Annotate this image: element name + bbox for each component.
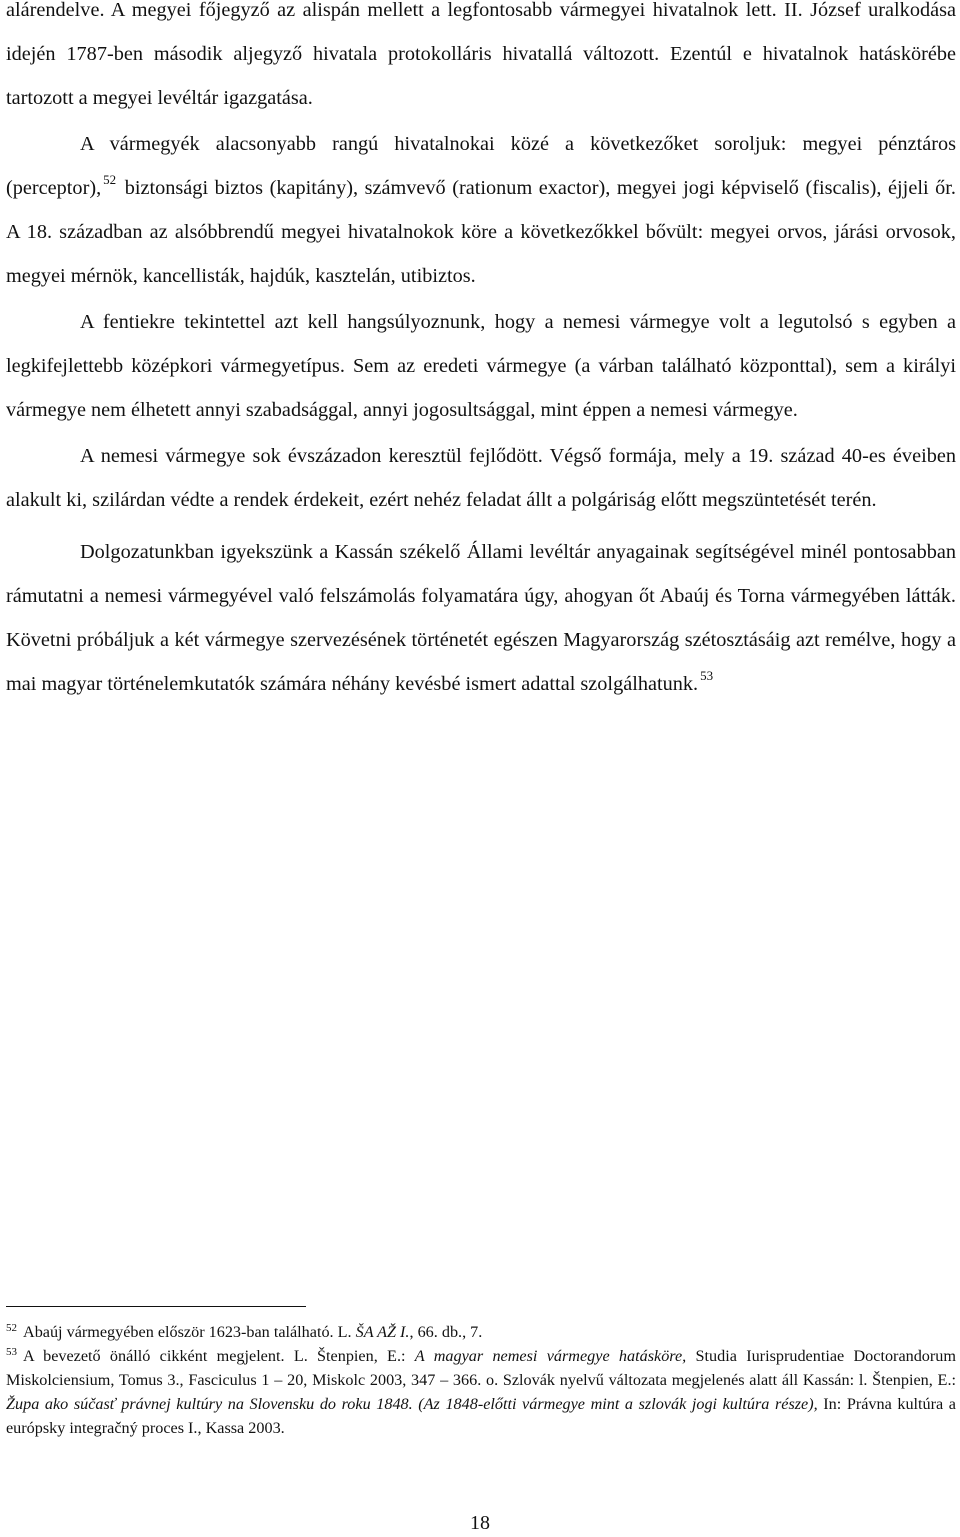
paragraph-continued: alárendelve. A megyei főjegyző az alispán mellett a legfontosabb vármegyei hivatalnok lett. II. József uralkodása idején 1787-ben második aljegyző hivatala protokolláris hivatallá változott. Ezentúl e hivatalnok hatáskörébe tartozott a megyei levéltár igazgatása. [6, 0, 956, 109]
paragraph-lower-officials [6, 122, 956, 298]
footnote-reference-53[interactable]: 53 [700, 668, 714, 684]
footnote-text: , 66. db., 7. [409, 1323, 483, 1341]
footnote-italic: Župa ako súčasť právnej kultúry na Slovensku do roku 1848. (Az 1848-előtti vármegye mint a szlovák jogi kultúra része), [6, 1395, 818, 1413]
footnotes [6, 1320, 956, 1440]
footnote-italic: ŠA AŽ I. [355, 1323, 410, 1341]
paragraph-development: A nemesi vármegye sok évszázadon keresztül fejlődött. Végső formája, mely a 19. század 40-es éveiben alakult ki, szilárdan védte a rendek érdekeit, ezért nehéz feladat állt a polgáriság előtt megszüntetését terén. [6, 445, 956, 511]
footnote-text: In: Právna kultúra a európsky integračný proces I., Kassa 2003. [6, 1395, 956, 1437]
footnote-52 [6, 1320, 956, 1344]
footnote-text: Studia Iurisprudentiae Doctorandorum Miskolciensium, Tomus 3., Fasciculus 1 – 20, Miskolc 2003, 347 – 366. o. Szlovák nyelvű változata megjelenés alatt áll Kassán: l. Štenpien, E.: [6, 1347, 956, 1389]
paragraph-text: biztonsági biztos (kapitány), számvevő (rationum exactor), megyei jogi képviselő (fiscalis), éjjeli őr. A 18. században az alsóbbrendű megyei hivatalnokok köre a következőkkel bővült: megyei orvos, járási orvosok, megyei mérnök, kancellisták, hajdúk, kasztelán, utibiztos. [6, 177, 956, 287]
paragraph-text: A vármegyék alacsonyabb rangú hivatalnokai közé a következőket soroljuk: megyei pénztáros (perceptor), [6, 133, 956, 199]
footnote-text: A bevezető önálló cikként megjelent. L. Štenpien, E.: [23, 1347, 415, 1365]
body-text [6, 0, 956, 706]
footnote-text: Abaúj vármegyében először 1623-ban található. L. [23, 1323, 356, 1341]
footnote-italic: A magyar nemesi vármegye hatásköre, [414, 1347, 687, 1365]
footnote-53 [6, 1344, 956, 1440]
footnote-reference-52[interactable]: 52 [103, 172, 117, 188]
footnote-number: 53 [6, 1345, 17, 1358]
footnote-separator [6, 1306, 306, 1307]
paragraph-text: Dolgozatunkban igyekszünk a Kassán székelő Állami levéltár anyagainak segítségével minél pontosabban rámutatni a nemesi vármegyével való felszámolás folyamatára úgy, ahogyan őt Abaúj és Torna vármegyében látták. Követni próbáljuk a két vármegye szervezésének történetét egészen Magyarország szétosztásáig azt remélve, hogy a mai magyar történelemkutatók számára néhány kevésbé ismert adattal szolgálhatunk. [6, 541, 956, 695]
paragraph-noble-county: A fentiekre tekintettel azt kell hangsúlyoznunk, hogy a nemesi vármegye volt a legutolsó s egyben a legkifejlettebb középkori vármegyetípus. Sem az eredeti vármegye (a várban található központtal), sem a királyi vármegye nem élhetett annyi szabadsággal, annyi jogosultsággal, mint éppen a nemesi vármegye. [6, 311, 956, 421]
page-number: 18 [470, 1512, 490, 1534]
paragraph-study-aim [6, 530, 956, 706]
footnote-number: 52 [6, 1321, 17, 1334]
